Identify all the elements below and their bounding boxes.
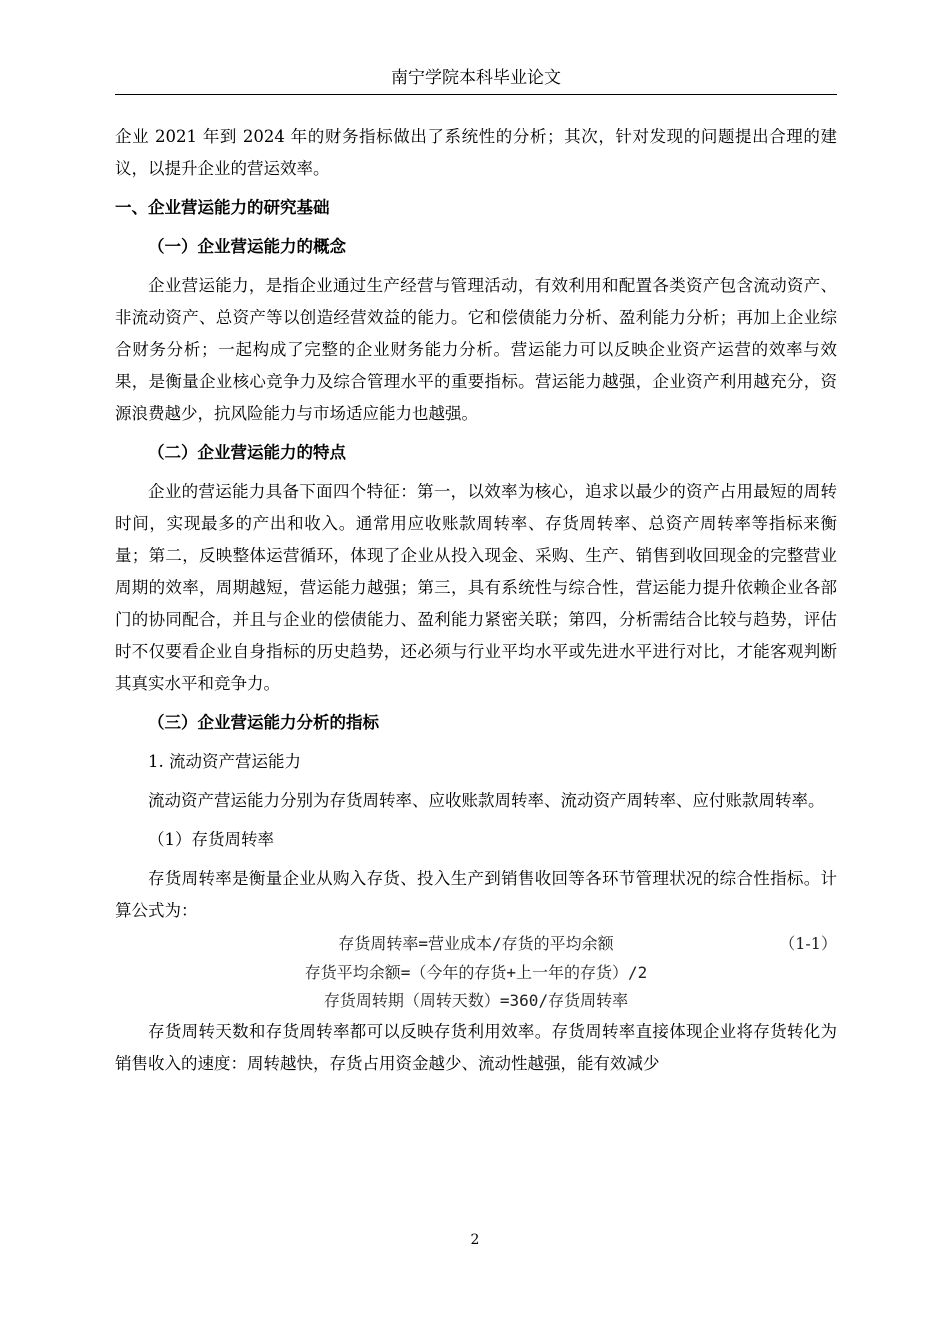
features-paragraph: 企业的营运能力具备下面四个特征：第一，以效率为核心，追求以最少的资产占用最短的周转时间，实现最多的产出和收入。通常用应收账款周转率、存货周转率、总资产周转率等指标来衡量；第二，反映整体运营循环，体现了企业从投入现金、采购、生产、销售到收回现金的完整营业周期的效率，周期越短，营运能力越强；第三，具有系统性与综合性，营运能力提升依赖企业各部门的协同配合，并且与企业的偿债能力、盈利能力紧密关联；第四，分析需结合比较与趋势，评估时不仅要看企业自身指标的历史趋势，还必须与行业平均水平或先进水平进行对比，才能客观判断其真实水平和竞争力。 — [115, 482, 837, 693]
current-assets-paragraph: 流动资产营运能力分别为存货周转率、应收账款周转率、流动资产周转率、应付账款周转率。 — [148, 791, 825, 810]
header-rule — [115, 94, 837, 95]
item-heading-inventory-turnover: （1）存货周转率 — [148, 830, 274, 849]
subsection-heading-features: （二）企业营运能力的特点 — [148, 443, 346, 462]
page-number: 2 — [470, 1232, 480, 1248]
closing-paragraph: 存货周转天数和存货周转率都可以反映存货利用效率。存货周转率直接体现企业将存货转化为销售收入的速度：周转越快，存货占用资金越少、流动性越强，能有效减少 — [115, 1021, 837, 1073]
formula-text: 存货周转率=营业成本/存货的平均余额 — [338, 934, 614, 953]
concept-paragraph: 企业营运能力，是指企业通过生产经营与管理活动，有效利用和配置各类资产包含流动资产、非流动资产、总资产等以创造经营效益的能力。它和偿债能力分析、盈利能力分析；再加上企业综合财务分析；一起构成了完整的企业财务能力分析。营运能力可以反映企业资产运营的效率与效果，是衡量企业核心竞争力及综合管理水平的重要指标。营运能力越强，企业资产利用越充分，资源浪费越少，抗风险能力与市场适应能力也越强。 — [115, 276, 837, 423]
subsection-heading-concept: （一）企业营运能力的概念 — [148, 237, 346, 256]
formula-number: （1-1） — [779, 934, 837, 953]
page-body — [115, 121, 837, 1087]
formula-line: 存货平均余额=（今年的存货+上一年的存货）/2 — [304, 962, 648, 982]
running-header: 南宁学院本科毕业论文 — [391, 68, 561, 88]
section-heading: 一、企业营运能力的研究基础 — [115, 198, 330, 217]
subsection-heading-indicators: （三）企业营运能力分析的指标 — [148, 713, 379, 732]
inventory-turnover-paragraph: 存货周转率是衡量企业从购入存货、投入生产到销售收回等各环节管理状况的综合性指标。计算公式为： — [115, 869, 837, 920]
item-heading-current-assets: 1. 流动资产营运能力 — [148, 752, 301, 771]
formula-line: 存货周转期（周转天数）=360/存货周转率 — [323, 991, 629, 1010]
formula-block — [115, 930, 837, 1016]
intro-paragraph: 企业 2021 年到 2024 年的财务指标做出了系统性的分析；其次，针对发现的问题提出合理的建议，以提升企业的营运效率。 — [115, 127, 837, 178]
formula-line — [115, 930, 837, 959]
